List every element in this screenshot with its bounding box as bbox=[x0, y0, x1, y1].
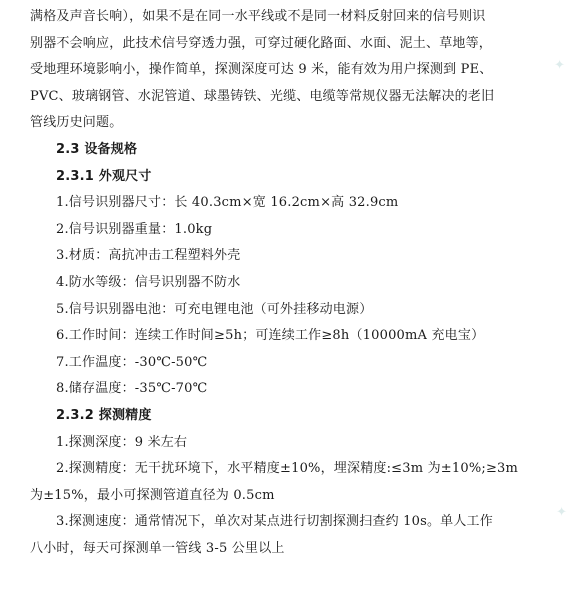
watermark-top: ✦ bbox=[554, 58, 565, 73]
accuracy-item-speed-cont: 八小时，每天可探测单一管线 3-5 公里以上 bbox=[30, 540, 285, 556]
spec-item-battery: 5.信号识别器电池：可充电锂电池（可外挂移动电源） bbox=[56, 301, 373, 317]
section-heading-2-3-2: 2.3.2 探测精度 bbox=[56, 407, 152, 423]
accuracy-item-depth: 1.探测深度：9 米左右 bbox=[56, 434, 188, 450]
accuracy-item-precision-cont: 为±15%，最小可探测管道直径为 0.5cm bbox=[30, 487, 275, 503]
spec-item-working-temp: 7.工作温度：-30℃-50℃ bbox=[56, 354, 208, 370]
section-heading-2-3-1: 2.3.1 外观尺寸 bbox=[56, 168, 152, 184]
spec-item-size: 1.信号识别器尺寸：长 40.3cm×宽 16.2cm×高 32.9cm bbox=[56, 195, 399, 211]
intro-line-4: PVC、玻璃钢管、水泥管道、球墨铸铁、光缆、电缆等常规仪器无法解决的老旧 bbox=[30, 88, 495, 104]
intro-line-1: 满格及声音长响），如果不是在同一水平线或不是同一材料反射回来的信号则识 bbox=[30, 9, 486, 24]
intro-line-3: 受地理环境影响小，操作简单，探测深度可达 9 米，能有效为用户探测到 PE、 bbox=[30, 62, 493, 78]
spec-item-weight: 2.信号识别器重量：1.0kg bbox=[56, 221, 213, 237]
spec-item-material: 3.材质：高抗冲击工程塑料外壳 bbox=[56, 248, 241, 264]
accuracy-item-precision: 2.探测精度：无干扰环境下，水平精度±10%，埋深精度:≤3m 为±10%;≥3m bbox=[56, 461, 519, 477]
intro-line-2: 别器不会响应，此技术信号穿透力强，可穿过硬化路面、水面、泥土、草地等， bbox=[30, 35, 493, 51]
intro-line-5: 管线历史问题。 bbox=[30, 115, 123, 131]
accuracy-item-speed: 3.探测速度：通常情况下，单次对某点进行切割探测扫查约 10s。单人工作 bbox=[56, 514, 493, 530]
spec-item-storage-temp: 8.储存温度：-35℃-70℃ bbox=[56, 381, 208, 397]
spec-item-working-time: 6.工作时间：连续工作时间≥5h；可连续工作≥8h（10000mA 充电宝） bbox=[56, 328, 485, 344]
watermark-bottom: ✦ bbox=[556, 505, 567, 520]
section-heading-2-3: 2.3 设备规格 bbox=[56, 141, 138, 157]
spec-item-waterproof: 4.防水等级：信号识别器不防水 bbox=[56, 274, 241, 290]
